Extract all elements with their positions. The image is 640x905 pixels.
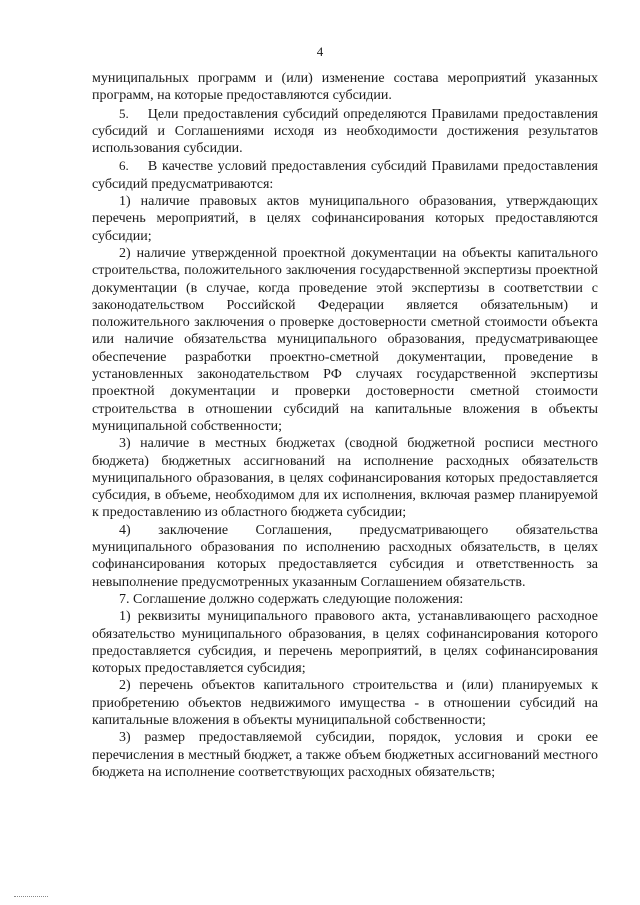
paragraph-7: 7. Соглашение должно содержать следующие положения:: [119, 591, 464, 607]
list-item-6-4: 4) заключение Соглашения, предусматривающего обязательства муниципального образования по исполнению расходных обязательств, в целях софинансирования которых предоставляется субсидия и ответственность за невыполнение предусмотренных указанным Соглашением обязательств.: [92, 522, 598, 590]
list-item-6-3: 3) наличие в местных бюджетах (сводной бюджетной росписи местного бюджета) бюджетных ассигнований на исполнение расходных обязательств муниципального образования, в целях софинансирования которых предоставляется субсидия, в объеме, необходимом для их исполнения, включая размер планируемой к предоставлению из областного бюджета субсидии;: [92, 436, 598, 521]
paragraph-5: [92, 105, 598, 158]
paragraph-text: В качестве условий предоставления субсидий Правилами предоставления субсидий предусматриваются:: [92, 159, 598, 192]
paragraph-number: 5.: [119, 105, 129, 121]
list-item-6-2: 2) наличие утвержденной проектной документации на объекты капитального строительства, положительного заключения государственной экспертизы проектной документации (в случае, когда проведение этой экспертизы в соответствии с законодательством Российской Федерации является обязательным) и положительного заключения о проверке достоверности сметной стоимости объекта или наличие обязательства муниципального образования, предусматривающее обеспечение разработки проектно-сметной документации, проведение в установленных законодательством РФ случаях государственной экспертизы проектной документации и проверки достоверности сметной стоимости строительства в отношении субсидий на капитальные вложения в объекты муниципальной собственности;: [92, 245, 598, 434]
page-number: 4: [316, 44, 324, 59]
list-item-7-1: 1) реквизиты муниципального правового акта, устанавливающего расходное обязательство муниципального образования, в целях софинансирования которого предоставляется субсидия, и перечень мероприятий, в целях софинансирования которых предоставляется субсидия;: [92, 609, 598, 677]
list-item-7-3: 3) размер предоставляемой субсидии, порядок, условия и сроки ее перечисления в местный бюджет, а также объем бюджетных ассигнований местного бюджета на исполнение соответствующих расходных обязательств;: [92, 730, 598, 780]
paragraph-number: 6.: [119, 158, 129, 174]
scan-artifact: [14, 896, 48, 898]
document-body: [92, 70, 598, 781]
list-item-7-2: 2) перечень объектов капитального строительства и (или) планируемых к приобретению объектов недвижимого имущества - в отношении субсидий на капитальные вложения в объекты муниципальной собственности;: [92, 678, 598, 728]
paragraph-continuation: муниципальных программ и (или) изменение состава мероприятий указанных программ, на которые предоставляются субсидии.: [92, 71, 598, 104]
list-item-6-1: 1) наличие правовых актов муниципального образования, утверждающих перечень мероприятий, в целях софинансирования которых предоставляются субсидии;: [92, 194, 598, 244]
paragraph-text: Цели предоставления субсидий определяются Правилами предоставления субсидий и Соглашениями исходя из необходимости достижения результатов использования субсидии.: [92, 106, 598, 157]
paragraph-6: [92, 157, 598, 193]
